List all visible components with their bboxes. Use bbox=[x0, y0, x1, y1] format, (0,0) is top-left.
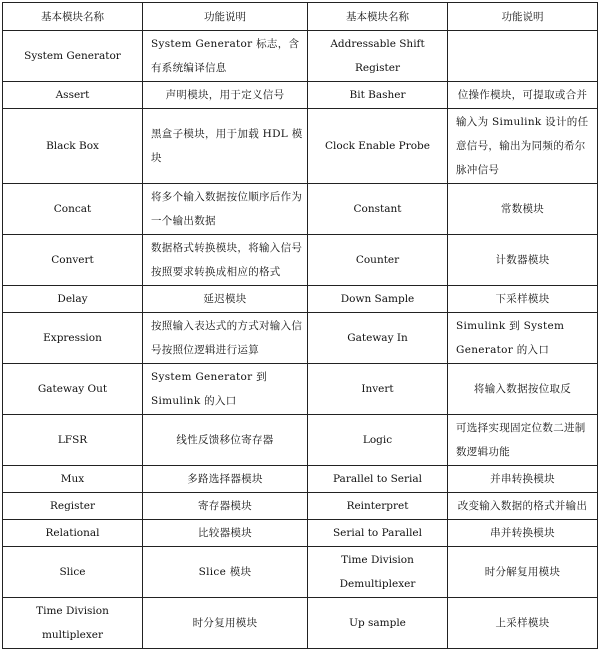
module-description: 时分解复用模块 bbox=[448, 547, 598, 598]
module-name: Slice bbox=[3, 547, 143, 598]
module-name: Serial to Parallel bbox=[308, 520, 448, 547]
module-description: 声明模块，用于定义信号 bbox=[143, 82, 308, 109]
module-name: Time Division Demultiplexer bbox=[308, 547, 448, 598]
module-name: Clock Enable Probe bbox=[308, 109, 448, 184]
header-function-desc-1: 功能说明 bbox=[143, 3, 308, 31]
module-name: Expression bbox=[3, 313, 143, 364]
module-description: 改变输入数据的格式并输出 bbox=[448, 493, 598, 520]
module-description: System Generator 标志，含有系统编译信息 bbox=[143, 31, 308, 82]
module-description: 下采样模块 bbox=[448, 286, 598, 313]
table-row bbox=[3, 313, 598, 364]
header-row bbox=[3, 3, 598, 31]
table-row bbox=[3, 235, 598, 286]
module-description: 上采样模块 bbox=[448, 598, 598, 649]
module-description: 多路选择器模块 bbox=[143, 466, 308, 493]
module-description: 将多个输入数据按位顺序后作为一个输出数据 bbox=[143, 184, 308, 235]
module-description: 黑盒子模块，用于加载 HDL 模块 bbox=[143, 109, 308, 184]
module-description: Slice 模块 bbox=[143, 547, 308, 598]
module-name: Addressable Shift Register bbox=[308, 31, 448, 82]
module-description: 线性反馈移位寄存器 bbox=[143, 415, 308, 466]
table-row bbox=[3, 184, 598, 235]
module-name: Parallel to Serial bbox=[308, 466, 448, 493]
module-description: 输入为 Simulink 设计的任意信号，输出为同频的希尔脉冲信号 bbox=[448, 109, 598, 184]
module-name: Mux bbox=[3, 466, 143, 493]
module-description: System Generator 到 Simulink 的入口 bbox=[143, 364, 308, 415]
module-description: 将输入数据按位取反 bbox=[448, 364, 598, 415]
module-name: Reinterpret bbox=[308, 493, 448, 520]
module-description: 可选择实现固定位数二进制数逻辑功能 bbox=[448, 415, 598, 466]
header-module-name-1: 基本模块名称 bbox=[3, 3, 143, 31]
module-name: Down Sample bbox=[308, 286, 448, 313]
table-row bbox=[3, 31, 598, 82]
module-description: 按照输入表达式的方式对输入信号按照位逻辑进行运算 bbox=[143, 313, 308, 364]
module-description: 位操作模块，可提取或合并 bbox=[448, 82, 598, 109]
module-name: Delay bbox=[3, 286, 143, 313]
module-name: Up sample bbox=[308, 598, 448, 649]
module-name: LFSR bbox=[3, 415, 143, 466]
table-row bbox=[3, 520, 598, 547]
module-description bbox=[448, 31, 598, 82]
module-name: Gateway Out bbox=[3, 364, 143, 415]
module-name: Time Division multiplexer bbox=[3, 598, 143, 649]
table-row bbox=[3, 415, 598, 466]
module-description: 数据格式转换模块，将输入信号按照要求转换成相应的格式 bbox=[143, 235, 308, 286]
module-table bbox=[2, 2, 598, 649]
module-description: 比较器模块 bbox=[143, 520, 308, 547]
module-description: Simulink 到 System Generator 的入口 bbox=[448, 313, 598, 364]
module-name: Invert bbox=[308, 364, 448, 415]
module-description: 串并转换模块 bbox=[448, 520, 598, 547]
module-name: Logic bbox=[308, 415, 448, 466]
module-name: Register bbox=[3, 493, 143, 520]
module-description: 延迟模块 bbox=[143, 286, 308, 313]
module-name: Counter bbox=[308, 235, 448, 286]
table-row bbox=[3, 547, 598, 598]
module-name: Assert bbox=[3, 82, 143, 109]
module-name: Concat bbox=[3, 184, 143, 235]
module-description: 计数器模块 bbox=[448, 235, 598, 286]
module-name: Bit Basher bbox=[308, 82, 448, 109]
table-row bbox=[3, 109, 598, 184]
table-row bbox=[3, 364, 598, 415]
module-description: 时分复用模块 bbox=[143, 598, 308, 649]
header-function-desc-2: 功能说明 bbox=[448, 3, 598, 31]
header-module-name-2: 基本模块名称 bbox=[308, 3, 448, 31]
table-row bbox=[3, 466, 598, 493]
module-description: 并串转换模块 bbox=[448, 466, 598, 493]
table-row bbox=[3, 598, 598, 649]
table-row bbox=[3, 493, 598, 520]
module-description: 寄存器模块 bbox=[143, 493, 308, 520]
module-description: 常数模块 bbox=[448, 184, 598, 235]
module-name: Black Box bbox=[3, 109, 143, 184]
module-name: Convert bbox=[3, 235, 143, 286]
table-row bbox=[3, 286, 598, 313]
module-name: System Generator bbox=[3, 31, 143, 82]
table-row bbox=[3, 82, 598, 109]
module-name: Gateway In bbox=[308, 313, 448, 364]
module-name: Relational bbox=[3, 520, 143, 547]
module-name: Constant bbox=[308, 184, 448, 235]
